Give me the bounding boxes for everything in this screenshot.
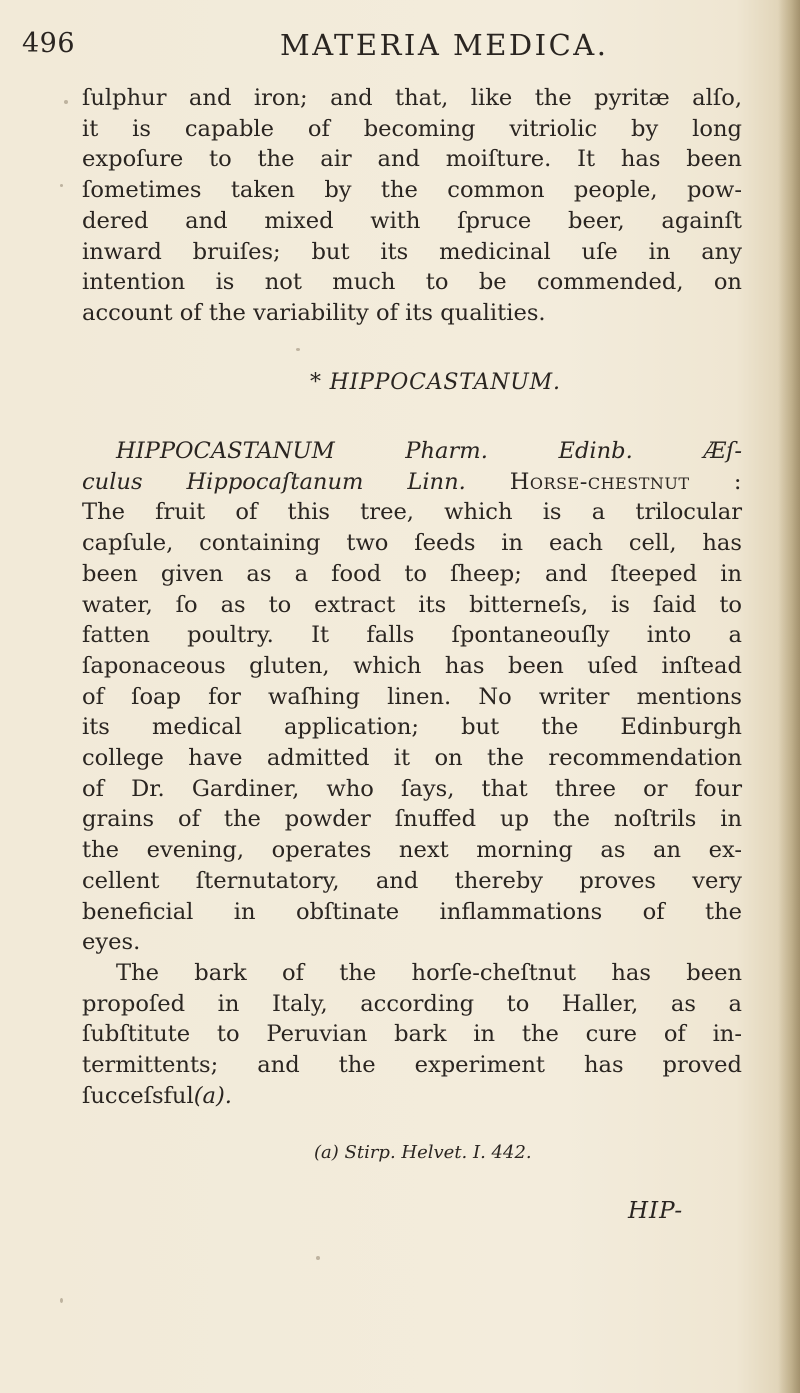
paper-speck [60,1298,63,1303]
text-line: propoſed in Italy, according to Haller, as a [82,990,742,1017]
text-line: The fruit of this tree, which is a trilocular [82,499,742,526]
text-line: The bark of the horſe-cheſtnut has been [116,959,742,986]
entry-hippocastanum [82,436,742,1111]
footnote-reference: (a). [193,1082,232,1109]
text-line: its medical application; but the Edinburgh [82,714,742,741]
text-line: dered and mixed with ſpruce beer, againſt [82,207,742,234]
entry-name: HIPPOCASTANUM [116,438,335,464]
footnote: (a) Stirp. Helvet. I. 442. [314,1142,532,1163]
catchword: HIP- [628,1198,684,1224]
text-line: capſule, containing two ſeeds in each cell, has [82,530,742,557]
paragraph-sulphur-iron [82,83,742,329]
text-line: account of the variability of its qualities. [82,299,546,326]
paper-speck [60,184,63,187]
text-line: fatten poultry. It falls ſpontaneouſly into a [82,622,742,649]
text-line: ſubſtitute to Peruvian bark in the cure of in- [82,1021,742,1048]
text-line: cellent ſternutatory, and thereby proves very [82,867,742,894]
text-line: water, ſo as to extract its bitterneſs, is ſaid to [82,591,742,618]
text-line: of ſoap for waſhing linen. No writer mentions [82,683,742,710]
last-line [82,1081,742,1112]
running-head: MATERIA MEDICA. [280,28,609,62]
page-header [22,28,762,68]
common-name: Horse-chestnut : [509,468,742,495]
last-line-text: ſucceſsful [82,1082,194,1109]
text-line: grains of the powder ſnuffed up the noſtrils in [82,806,742,833]
text-line: inward bruiſes; but its medicinal uſe in any [82,238,742,265]
text-line: expoſure to the air and moiſture. It has been [82,146,742,173]
text-line: eyes. [82,929,141,956]
text-line: of Dr. Gardiner, who ſays, that three or four [82,775,742,802]
text-line: it is capable of becoming vitriolic by long [82,115,742,142]
text-line: ſaponaceous gluten, which has been uſed inſtead [82,652,742,679]
page-edge-shadow [778,0,800,1393]
paper-speck [64,100,68,104]
text-line: ſulphur and iron; and that, like the pyritæ alſo, [82,85,742,111]
paper-speck [296,348,300,351]
text-line: intention is not much to be commended, on [82,269,742,296]
text-line: beneficial in obſtinate inflammations of the [82,898,742,925]
text-line: college have admitted it on the recommendation [82,745,742,772]
text-line: ſometimes taken by the common people, pow- [82,177,742,204]
text-line: been given as a food to ſheep; and ſteeped in [82,560,742,587]
text-line: the evening, operates next morning as an ex- [82,837,742,864]
entry-synonym-line [82,467,742,498]
text-line: termittents; and the experiment has proved [82,1052,742,1079]
entry-heading-line [82,436,742,467]
entry-synonym-start: Æſ- [703,438,742,464]
section-title: * HIPPOCASTANUM. [310,370,561,395]
entry-synonym: culus Hippocaſtanum Linn. [82,468,466,495]
entry-source: Pharm. Edinb. [405,438,633,464]
paper-speck [316,1256,320,1260]
page-number: 496 [22,28,76,59]
